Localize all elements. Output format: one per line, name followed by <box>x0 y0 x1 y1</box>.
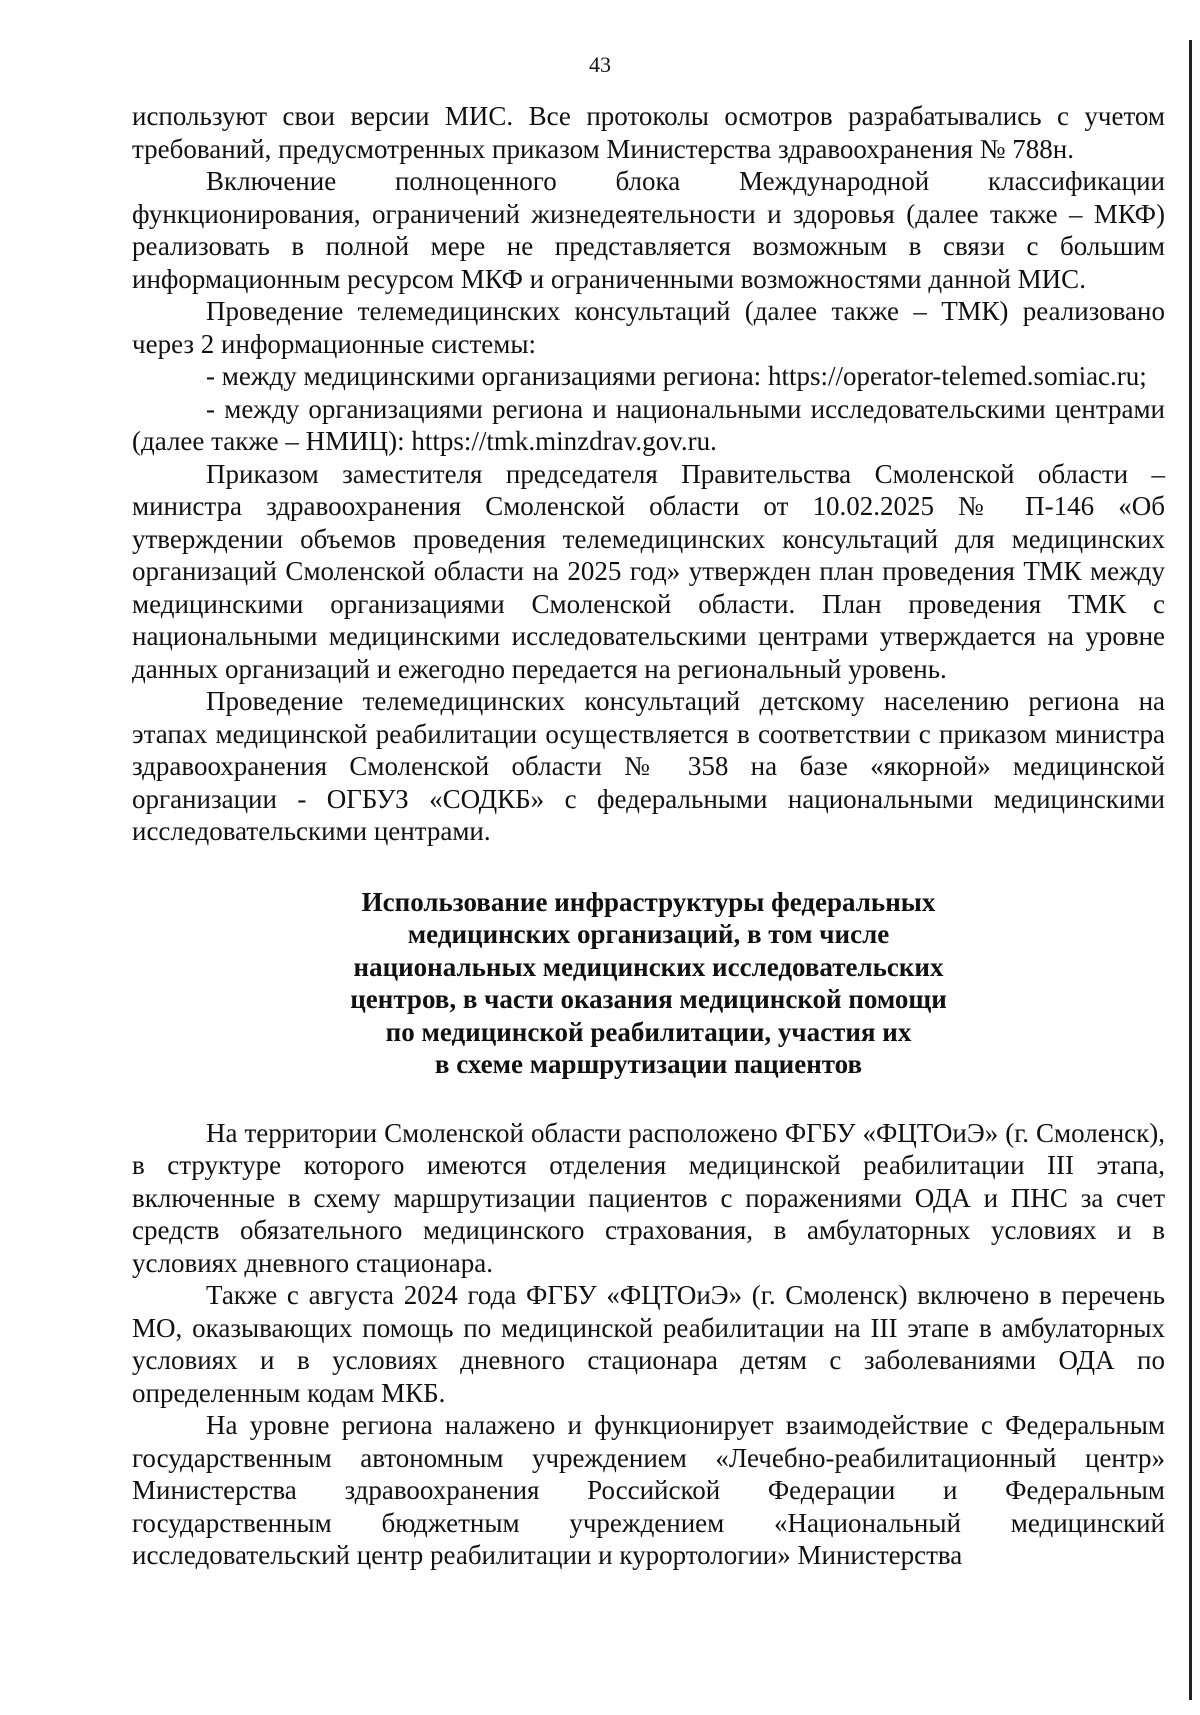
list-item: - между медицинскими организациями региона: https://operator-telemed.somiac.ru; <box>206 361 1147 391</box>
section-heading <box>132 886 1165 1081</box>
paragraph: На территории Смоленской области расположено ФГБУ «ФЦТОиЭ» (г. Смоленск), в структуре которого имеются отделения медицинской реабилитации III этапа, включенные в схему маршрутизации пациентов с поражениями ОДА и ПНС за счет средств обязательного медицинского страхования, в амбулаторных условиях и в условиях дневного стационара. <box>132 1117 1165 1278</box>
paragraph: используют свои версии МИС. Все протоколы осмотров разрабатывались с учетом требований, предусмотренных приказом Министерства здравоохранения № 788н. <box>132 101 1165 164</box>
heading-line: национальных медицинских исследовательских <box>353 951 944 982</box>
page-number: 43 <box>589 52 611 77</box>
paragraph: Приказом заместителя председателя Правительства Смоленской области – министра здравоохранения Смоленской области от 10.02.2025 № П-146 «Об утверждении объемов проведения телемедицинских консультаций для медицинских организаций Смоленской области на 2025 год» утвержден план проведения ТМК между медицинскими организациями Смоленской области. План проведения ТМК с национальными медицинскими исследовательскими центрами утверждается на уровне данных организаций и ежегодно передается на региональный уровень. <box>132 458 1165 684</box>
heading-line: медицинских организаций, в том числе <box>407 919 890 949</box>
heading-line: центров, в части оказания медицинской помощи <box>350 984 947 1014</box>
paragraph: Также с августа 2024 года ФГБУ «ФЦТОиЭ» (г. Смоленск) включено в перечень МО, оказывающих помощь по медицинской реабилитации на III этапе в амбулаторных условиях и в условиях дневного стационара детям с заболеваниями ОДА по определенным кодам МКБ. <box>132 1280 1165 1408</box>
document-body <box>132 100 1165 1572</box>
paragraph: На уровне региона налажено и функционирует взаимодействие с Федеральным государственным автономным учреждением «Лечебно-реабилитационный центр» Министерства здравоохранения Российской Федерации и Федеральным государственным бюджетным учреждением «Национальный медицинский исследовательский центр реабилитации и курортологии» Министерства <box>132 1410 1165 1570</box>
list-item: - между организациями региона и национальными исследовательскими центрами (далее также – НМИЦ): https://tmk.minzdrav.gov.ru. <box>132 393 1165 456</box>
paragraph: Проведение телемедицинских консультаций (далее также – ТМК) реализовано через 2 информационные системы: <box>132 296 1165 359</box>
heading-line: по медицинской реабилитации, участия их <box>385 1016 912 1047</box>
heading-line: Использование инфраструктуры федеральных <box>361 886 936 917</box>
paragraph: Включение полноценного блока Международной классификации функционирования, ограничений жизнедеятельности и здоровья (далее также – МКФ) реализовать в полной мере не представляется возможным в связи с большим информационным ресурсом МКФ и ограниченными возможностями данной МИС. <box>132 166 1165 294</box>
heading-line: в схеме маршрутизации пациентов <box>434 1049 863 1079</box>
scan-edge-line <box>1189 40 1192 1700</box>
paragraph: Проведение телемедицинских консультаций детскому населению региона на этапах медицинской реабилитации осуществляется в соответствии с приказом министра здравоохранения Смоленской области № 358 на базе «якорной» медицинской организации - ОГБУЗ «СОДКБ» с федеральными национальными медицинскими исследовательскими центрами. <box>132 686 1165 846</box>
